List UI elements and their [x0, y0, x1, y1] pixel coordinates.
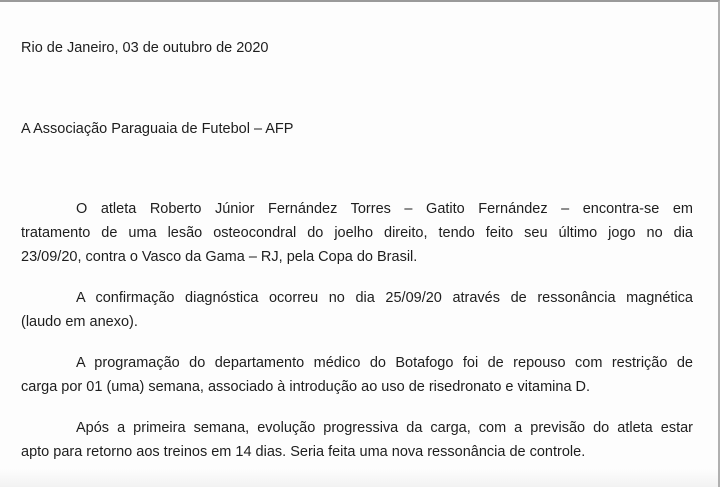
paragraph-line: apto para retorno aos treinos em 14 dias. Seria feita uma nova ressonância de controle. [21, 444, 586, 460]
paragraph-line: A programação do departamento médico do Botafogo foi de repouso com restrição de [76, 355, 693, 371]
paragraph-line: A confirmação diagnóstica ocorreu no dia 25/09/20 através de ressonância magnética [76, 290, 693, 306]
paragraph-line: Após a primeira semana, evolução progressiva da carga, com a previsão do atleta estar [76, 420, 693, 436]
paragraph-line: O atleta Roberto Júnior Fernández Torres – Gatito Fernández – encontra-se em [76, 201, 693, 217]
place-date: Rio de Janeiro, 03 de outubro de 2020 [21, 40, 269, 56]
recipient: A Associação Paraguaia de Futebol – AFP [21, 121, 294, 137]
paragraph-line: (laudo em anexo). [21, 314, 138, 330]
paragraph-line: tratamento de uma lesão osteocondral do joelho direito, tendo feito seu último jogo no dia [21, 225, 693, 241]
paragraph-line: carga por 01 (uma) semana, associado à introdução ao uso de risedronato e vitamina D. [21, 379, 591, 395]
paragraph-line: 23/09/20, contra o Vasco da Gama – RJ, pela Copa do Brasil. [21, 249, 418, 265]
scan-shadow [0, 469, 718, 487]
